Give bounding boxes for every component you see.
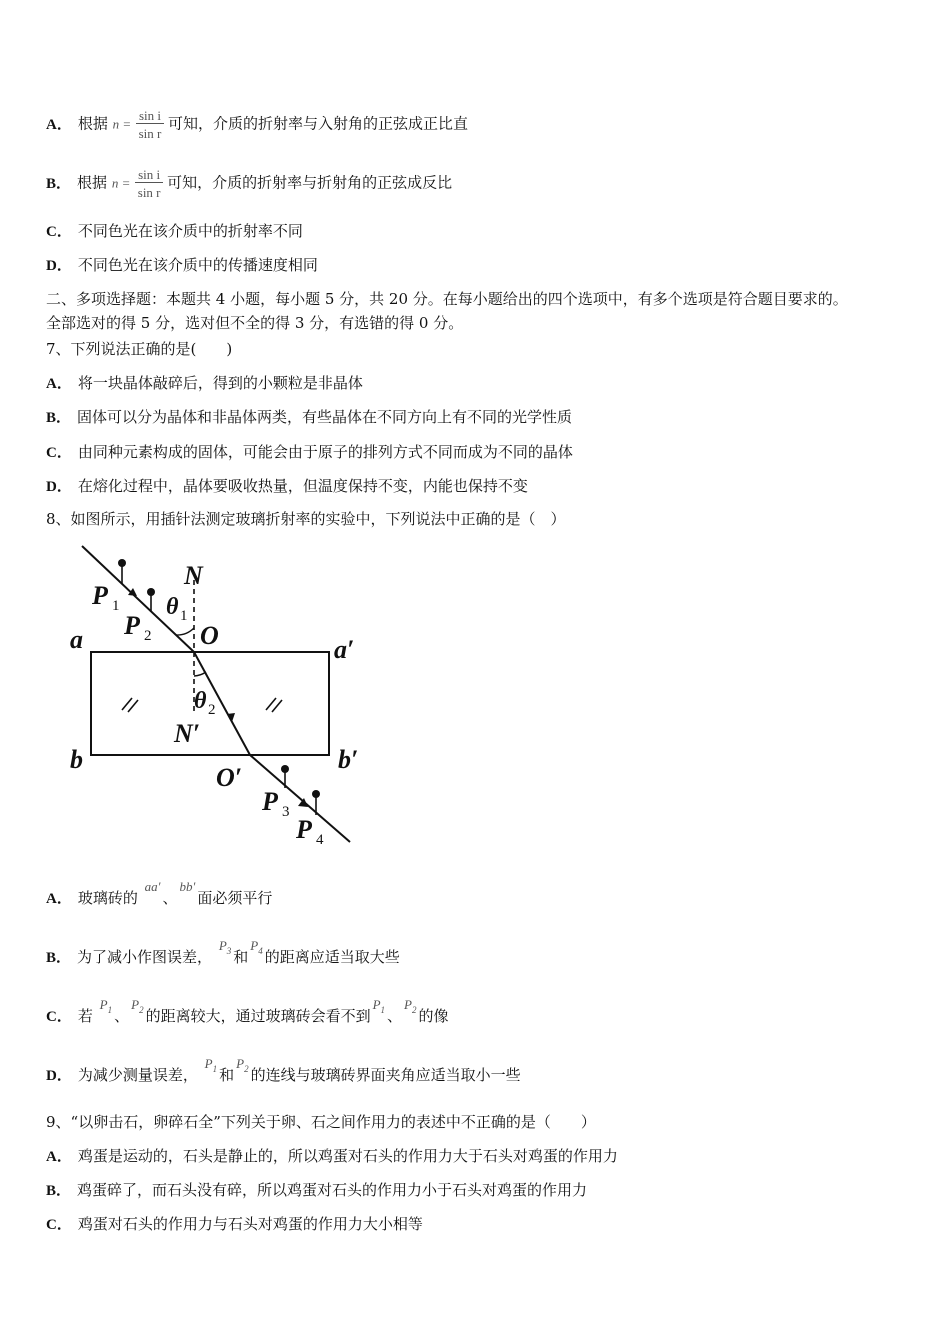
- label-p1-subscript: 1: [112, 598, 120, 614]
- q9-option-b: [46, 1180, 587, 1201]
- q9-stem: 9、“以卵击石，卵碎石全”下列关于卵、石之间作用力的表述中不正确的是（ ）: [46, 1113, 596, 1131]
- q7-option-b: [46, 407, 572, 428]
- option-label: B．: [46, 410, 72, 426]
- p4-symbol: [250, 936, 262, 961]
- option-label: A．: [46, 116, 72, 133]
- p1-letter: P: [204, 1056, 213, 1071]
- separator: 、: [387, 1007, 403, 1025]
- option-text-mid: 的距离较大，通过玻璃砖会看不到: [145, 1007, 371, 1025]
- p2-subscript: 2: [244, 1064, 249, 1074]
- section-heading-line1: 二、多项选择题：本题共 4 小题，每小题 5 分，共 20 分。在每小题给出的四个选项中，有多个选项是符合题目要求的。: [46, 290, 848, 308]
- fraction-denominator: sin r: [138, 126, 162, 141]
- label-p2-letter: P: [124, 611, 140, 640]
- option-text: 将一块晶体敲碎后，得到的小颗粒是非晶体: [77, 374, 363, 392]
- option-label: D．: [46, 1068, 72, 1084]
- p2-letter: P: [236, 1056, 245, 1071]
- q7-option-a: [46, 373, 363, 394]
- p1-symbol: [205, 1054, 217, 1079]
- aa-prime-symbol: aa′: [144, 879, 161, 894]
- q8-option-b: [46, 938, 400, 973]
- refraction-diagram: [60, 540, 380, 850]
- label-a-prime: a′: [334, 635, 355, 664]
- snell-fraction: [135, 167, 163, 200]
- fraction-numerator: sin i: [135, 167, 163, 183]
- option-text-post: 的距离应适当取大些: [264, 948, 400, 966]
- fraction-denominator: sin r: [137, 185, 161, 200]
- option-text: 不同色光在该介质中的折射率不同: [77, 222, 303, 240]
- p1-subscript: 1: [380, 1005, 386, 1015]
- q8-option-d: [46, 1056, 521, 1091]
- p3-symbol: [219, 936, 231, 961]
- option-label: B．: [46, 175, 72, 192]
- bb-prime-symbol: bb′: [179, 879, 196, 894]
- option-label: D．: [46, 479, 72, 495]
- label-n: N: [184, 561, 203, 590]
- separator: 、: [114, 1007, 130, 1025]
- option-text-pre: 根据: [77, 114, 108, 133]
- connector: 和: [219, 1066, 235, 1084]
- option-text-pre: 为减少测量误差，: [77, 1066, 198, 1084]
- p3-letter: P: [218, 938, 227, 953]
- connector: 和: [233, 948, 249, 966]
- option-label: C．: [46, 224, 72, 240]
- label-n-prime: N′: [174, 719, 201, 748]
- q7-option-d: [46, 476, 528, 497]
- label-p3-subscript: 3: [282, 804, 290, 820]
- q8-stem: 8、如图所示，用插针法测定玻璃折射率的实验中，下列说法中正确的是（ ）: [46, 510, 566, 528]
- pin-p3: [281, 765, 289, 788]
- p4-subscript: 4: [258, 946, 263, 956]
- option-text: 由同种元素构成的固体，可能会由于原子的排列方式不同而成为不同的晶体: [77, 443, 573, 461]
- q6-option-a: [46, 108, 468, 141]
- option-text-post: 的连线与玻璃砖界面夹角应适当取小一些: [250, 1066, 521, 1084]
- label-b-prime: b′: [338, 745, 359, 774]
- label-o-prime: O′: [216, 763, 243, 792]
- option-text-post: 可知，介质的折射率与入射角的正弦成正比直: [168, 114, 469, 133]
- option-label: A．: [46, 1149, 72, 1165]
- label-theta2-subscript: 2: [208, 702, 216, 718]
- option-text-pre: 玻璃砖的: [77, 889, 138, 907]
- fraction-numerator: sin i: [136, 108, 164, 124]
- q9-option-a: [46, 1146, 618, 1167]
- p1-subscript: 1: [107, 1005, 113, 1015]
- q9-option-c: [46, 1214, 423, 1235]
- p1-symbol: [100, 995, 112, 1020]
- p1-symbol: [373, 995, 385, 1020]
- p2-letter: P: [404, 997, 412, 1012]
- label-p4-letter: P: [296, 815, 312, 844]
- label-o: O: [200, 621, 219, 650]
- q6-option-d: [46, 255, 318, 276]
- option-label: B．: [46, 1183, 72, 1199]
- option-text-post: 的像: [418, 1007, 449, 1025]
- p1-subscript: 1: [212, 1064, 218, 1074]
- p2-subscript: 2: [412, 1005, 417, 1015]
- label-theta2-letter: θ: [194, 688, 207, 714]
- p4-letter: P: [250, 938, 259, 953]
- option-text-post: 面必须平行: [197, 889, 273, 907]
- option-label: C．: [46, 445, 72, 461]
- q6-option-c: [46, 221, 303, 242]
- theta2-arc: [194, 672, 206, 676]
- label-p1-letter: P: [92, 581, 108, 610]
- q8-option-a: [46, 879, 273, 909]
- n-symbol: n =: [111, 175, 131, 191]
- q6-option-b: [46, 167, 452, 200]
- label-p2: [123, 611, 152, 644]
- label-theta1-subscript: 1: [180, 608, 188, 624]
- label-theta1-letter: θ: [166, 594, 179, 620]
- option-label: C．: [46, 1009, 72, 1025]
- q7-stem: 7、下列说法正确的是( ): [46, 340, 233, 358]
- theta1-arc: [176, 628, 194, 635]
- p3-subscript: 3: [226, 946, 232, 956]
- option-text-pre: 根据: [77, 173, 108, 192]
- label-p2-subscript: 2: [144, 628, 152, 644]
- option-label: D．: [46, 258, 72, 274]
- option-text-post: 可知，介质的折射率与折射角的正弦成反比: [167, 173, 453, 192]
- p1-letter: P: [99, 997, 108, 1012]
- section-heading-line2: 全部选对的得 5 分，选对但不全的得 3 分，有选错的得 0 分。: [46, 314, 464, 332]
- label-p3: [261, 787, 290, 820]
- p2-letter: P: [131, 997, 140, 1012]
- option-label: B．: [46, 950, 72, 966]
- glass-hatch-right: [266, 698, 282, 712]
- option-text-pre: 为了减小作图误差，: [77, 948, 213, 966]
- label-p1: [91, 581, 120, 614]
- separator: 、: [162, 889, 178, 907]
- option-text: 在熔化过程中，晶体要吸收热量，但温度保持不变，内能也保持不变: [77, 477, 528, 495]
- label-p4: [295, 815, 324, 848]
- q8-option-c: [46, 997, 449, 1032]
- snell-fraction: [136, 108, 164, 141]
- p2-symbol: [404, 995, 416, 1020]
- option-text: 鸡蛋对石头的作用力与石头对鸡蛋的作用力大小相等: [77, 1215, 423, 1233]
- p2-symbol: [131, 995, 143, 1020]
- option-text: 鸡蛋碎了，而石头没有碎，所以鸡蛋对石头的作用力小于石头对鸡蛋的作用力: [77, 1181, 588, 1199]
- p1-letter: P: [372, 997, 381, 1012]
- option-label: A．: [46, 891, 72, 907]
- option-label: C．: [46, 1217, 72, 1233]
- p2-subscript: 2: [139, 1005, 144, 1015]
- option-text: 不同色光在该介质中的传播速度相同: [77, 256, 318, 274]
- label-theta1: [166, 594, 188, 624]
- p2-symbol: [236, 1054, 248, 1079]
- q7-option-c: [46, 442, 573, 463]
- label-p3-letter: P: [262, 787, 278, 816]
- label-b: b: [70, 745, 83, 774]
- option-text: 鸡蛋是运动的，石头是静止的，所以鸡蛋对石头的作用力大于石头对鸡蛋的作用力: [77, 1147, 618, 1165]
- label-p4-subscript: 4: [316, 832, 324, 848]
- option-text: 固体可以分为晶体和非晶体两类，有些晶体在不同方向上有不同的光学性质: [77, 408, 573, 426]
- label-theta2: [194, 688, 216, 718]
- option-label: A．: [46, 376, 72, 392]
- glass-hatch-left: [122, 698, 138, 712]
- n-symbol: n =: [112, 116, 132, 132]
- label-a: a: [70, 625, 83, 654]
- option-text-pre: 若: [77, 1007, 93, 1025]
